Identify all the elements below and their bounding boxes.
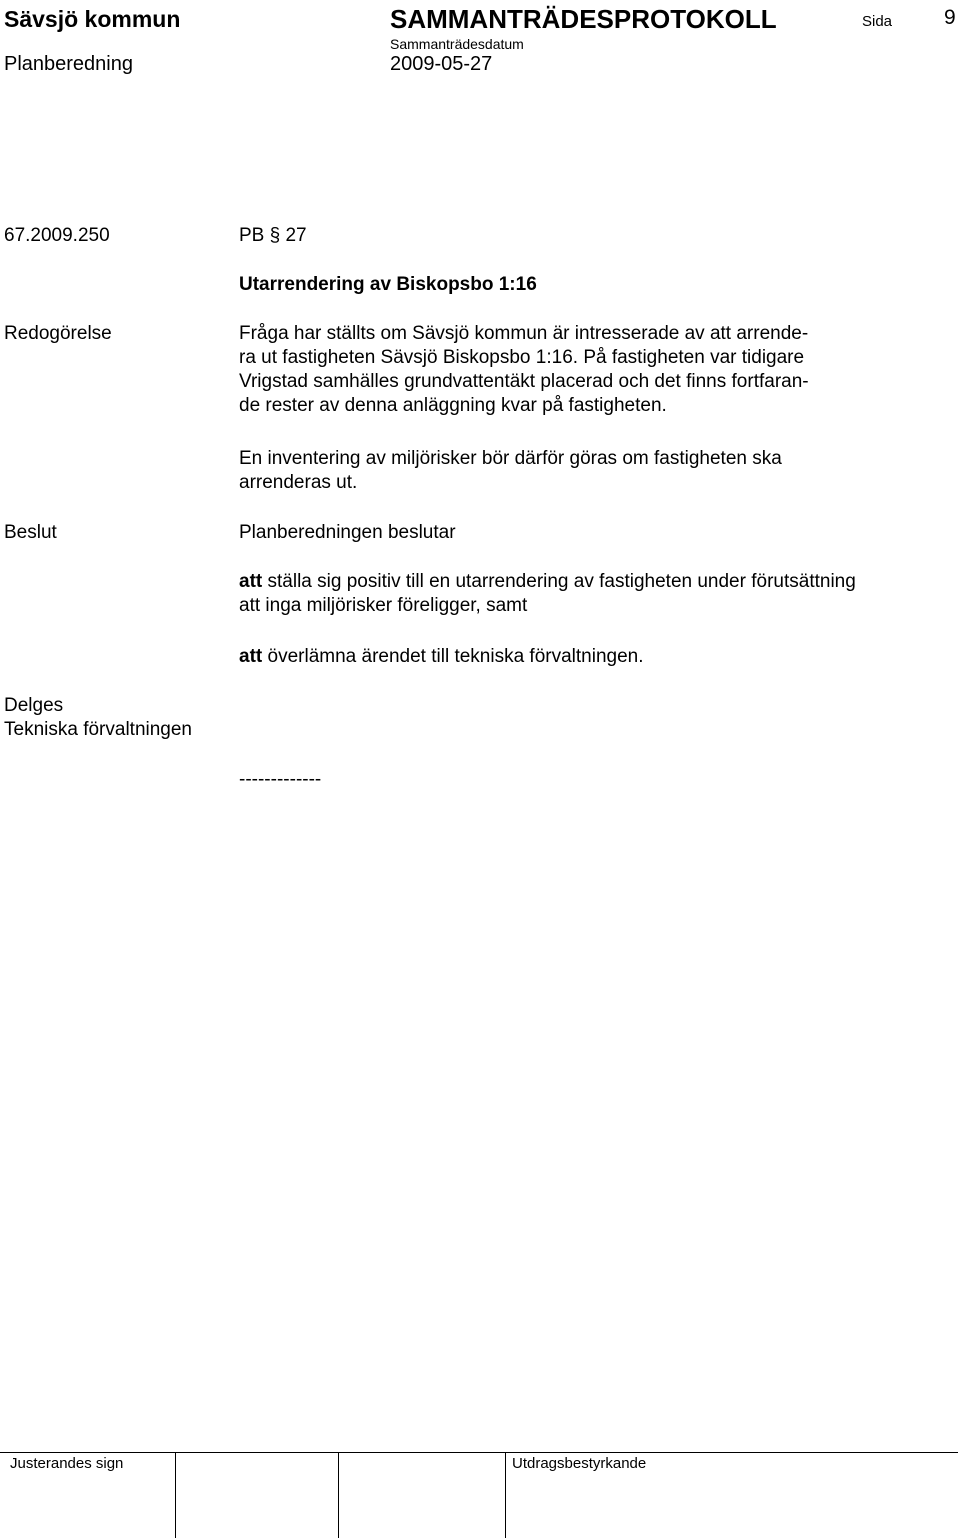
page-number: 9 bbox=[944, 6, 956, 29]
footer-column-divider bbox=[175, 1452, 176, 1538]
org-name: Sävsjö kommun bbox=[4, 6, 181, 32]
report-line: Fråga har ställts om Sävsjö kommun är intresserade av att arrende- bbox=[239, 323, 809, 344]
section-number: PB § 27 bbox=[239, 225, 307, 246]
decision-keyword: att bbox=[239, 571, 263, 592]
report-line: ra ut fastigheten Sävsjö Biskopsbo 1:16. På fastigheten var tidigare bbox=[239, 347, 805, 368]
report-line: En inventering av miljörisker bör därför göras om fastigheten ska bbox=[239, 448, 782, 469]
decision-keyword: att bbox=[239, 646, 263, 667]
footer-column-divider bbox=[338, 1452, 339, 1538]
meeting-date: 2009-05-27 bbox=[390, 53, 493, 75]
report-label: Redogörelse bbox=[4, 323, 112, 344]
footer-divider bbox=[0, 1452, 958, 1453]
decision-item-2 bbox=[239, 645, 644, 669]
footer-column-divider bbox=[505, 1452, 506, 1538]
report-line: de rester av denna anläggning kvar på fastigheten. bbox=[239, 395, 667, 416]
case-number: 67.2009.250 bbox=[4, 225, 110, 246]
document-type: SAMMANTRÄDESPROTOKOLL bbox=[390, 4, 777, 34]
report-line: arrenderas ut. bbox=[239, 472, 358, 493]
footer-sign-label: Justerandes sign bbox=[10, 1455, 124, 1472]
distribution-recipient: Tekniska förvaltningen bbox=[4, 719, 192, 740]
decision-intro: Planberedningen beslutar bbox=[239, 522, 456, 543]
decision-text: ställa sig positiv till en utarrendering av fastigheten under förutsättning bbox=[262, 571, 856, 592]
report-line: Vrigstad samhälles grundvattentäkt placerad och det finns fortfaran- bbox=[239, 371, 809, 392]
decision-label: Beslut bbox=[4, 522, 57, 543]
decision-item-1 bbox=[239, 570, 856, 618]
committee-name: Planberedning bbox=[4, 53, 133, 75]
end-marker: ------------- bbox=[239, 769, 322, 790]
decision-text: att inga miljörisker föreligger, samt bbox=[239, 595, 528, 616]
page-label: Sida bbox=[862, 13, 893, 30]
report-paragraph bbox=[239, 322, 939, 418]
footer-extract-label: Utdragsbestyrkande bbox=[512, 1455, 647, 1472]
report-paragraph-2 bbox=[239, 447, 939, 495]
decision-text: överlämna ärendet till tekniska förvaltningen. bbox=[262, 646, 644, 667]
case-title: Utarrendering av Biskopsbo 1:16 bbox=[239, 274, 537, 295]
meeting-date-label: Sammanträdesdatum bbox=[390, 36, 524, 52]
distribution-label: Delges bbox=[4, 695, 64, 716]
